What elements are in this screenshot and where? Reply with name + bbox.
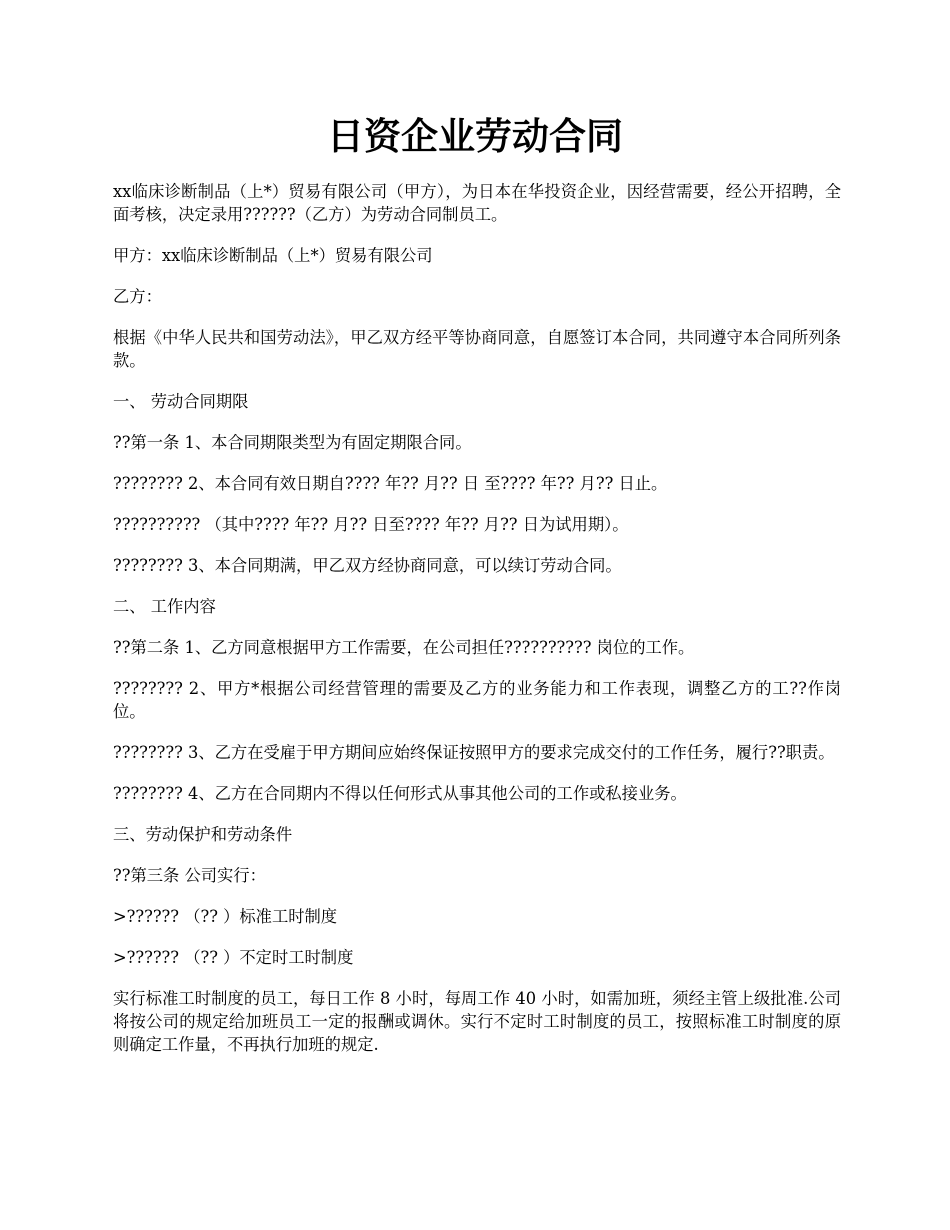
section-heading-work: 二、 工作内容 (113, 597, 216, 616)
clause-2-2: ???????? 2、甲方*根据公司经营管理的需要及乙方的业务能力和工作表现，调整乙方的工??作岗位。 (113, 679, 841, 721)
document-body (113, 180, 841, 1074)
paragraph-intro: xx临床诊断制品（上*）贸易有限公司（甲方），为日本在华投资企业，因经营需要，经公开招聘，全面考核，决定录用??????（乙方）为劳动合同制员工。 (113, 182, 841, 224)
clause-1-probation: ?????????? （其中???? 年?? 月?? 日至???? 年?? 月?? 日为试用期）。 (113, 515, 629, 534)
clause-1-2: ???????? 2、本合同有效日期自???? 年?? 月?? 日 至???? 年?? 月?? 日止。 (113, 474, 668, 493)
clause-2-3: ???????? 3、乙方在受雇于甲方期间应始终保证按照甲方的要求完成交付的工作任务，履行??职责。 (113, 743, 835, 762)
paragraph-working-hours: 实行标准工时制度的员工，每日工作 8 小时，每周工作 40 小时，如需加班，须经主管上级批准.公司将按公司的规定给加班员工一定的报酬或调休。实行不定时工时制度的员工，按照标准工时制度的原则确定工作量，不再执行加班的规定. (113, 989, 841, 1054)
clause-1-1: ??第一条 1、本合同期限类型为有固定期限合同。 (113, 433, 472, 452)
document-title: 日资企业劳动合同 (327, 114, 623, 158)
section-heading-term: 一、 劳动合同期限 (113, 392, 249, 411)
clause-1-3: ???????? 3、本合同期满，甲乙双方经协商同意，可以续订劳动合同。 (113, 556, 622, 575)
option-flexible-hours: >?????? （?? ）不定时工时制度 (113, 948, 354, 967)
paragraph-party-a: 甲方：xx临床诊断制品（上*）贸易有限公司 (113, 246, 433, 265)
section-heading-protection: 三、劳动保护和劳动条件 (113, 825, 293, 844)
paragraph-party-b: 乙方： (113, 287, 162, 306)
clause-2-1: ??第二条 1、乙方同意根据甲方工作需要，在公司担任?????????? 岗位的工作。 (113, 638, 695, 657)
clause-2-4: ???????? 4、乙方在合同期内不得以任何形式从事其他公司的工作或私接业务。 (113, 784, 687, 803)
option-standard-hours: >?????? （?? ）标准工时制度 (113, 907, 338, 926)
paragraph-preamble: 根据《中华人民共和国劳动法》，甲乙双方经平等协商同意，自愿签订本合同，共同遵守本合同所列条款。 (113, 328, 841, 370)
clause-3: ??第三条 公司实行： (113, 866, 266, 885)
